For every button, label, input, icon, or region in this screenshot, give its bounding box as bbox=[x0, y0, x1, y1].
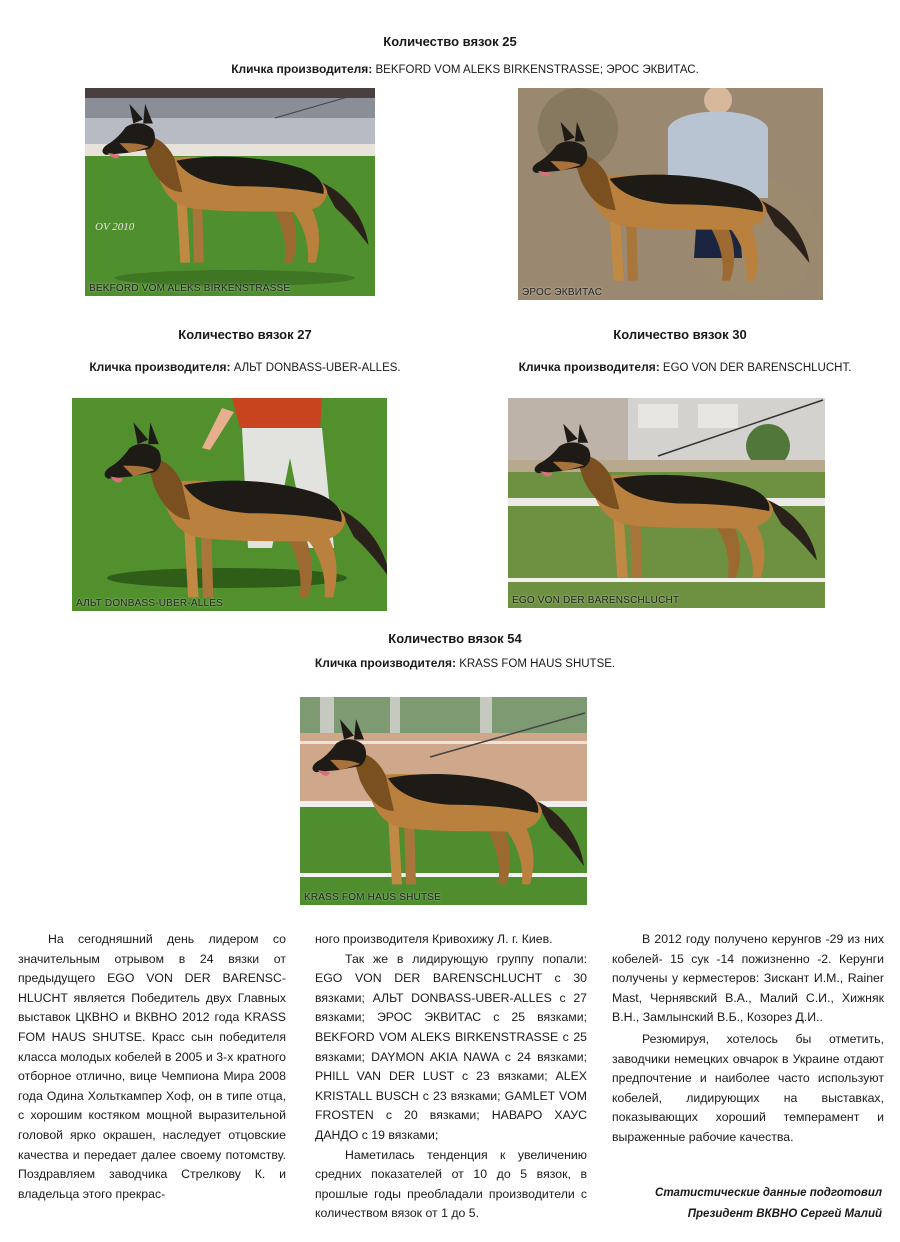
photo-ego bbox=[508, 398, 825, 608]
article-column-1 bbox=[18, 930, 286, 1204]
signature-line-1: Статистические данные подготовил bbox=[655, 1187, 882, 1199]
block-30-heading: Количество вязок 30 bbox=[613, 327, 747, 342]
photo-bekford-image bbox=[85, 88, 375, 296]
photo-ego-image bbox=[508, 398, 825, 608]
photo-ego-caption: EGO VON DER BARENSCHLUCHT bbox=[512, 595, 680, 606]
photo-bekford bbox=[85, 88, 375, 296]
article-col2-paragraph-2: Так же в лидирующую группу попали: EGO VON DER BARENSCHLUCHT с 30 вязками; АЛЬТ DONBASS-UBER-ALLES с 27 вязками; ЭРОС ЭКВИТАС с 25 вязками; BEKFORD VOM ALEKS BIRKENSTRASSE с 25 вязками; DAYMON AKIA NAWA с 24 вязками; PHILL VAN DER LUST с 23 вязками; ALEX KRISTALL BUSCH с 23 вязками; GAMLET VOM FROSTEN с 20 вязками; НАВАРО ХАУС ДАНДО с 19 вязками; bbox=[315, 951, 587, 1142]
photo-eros bbox=[518, 88, 823, 300]
photo-alt bbox=[72, 398, 387, 611]
photo-bekford-caption: BEKFORD VOM ALEKS BIRKENSTRASSE bbox=[89, 283, 291, 294]
block-54-sire-line: Кличка производителя: KRASS FOM HAUS SHUTSE. bbox=[314, 656, 616, 670]
signature-line-2: Президент ВКВНО Сергей Малий bbox=[687, 1208, 882, 1220]
photo-bekford-signature: OV 2010 bbox=[95, 221, 135, 233]
article-col2-paragraph-3: Наметилась тенденция к увеличению средних показателей от 10 до 5 вязок, в прошлые годы преобладали производители с количеством вязок от 1 до 5. bbox=[315, 1147, 587, 1221]
photo-krass bbox=[300, 697, 587, 905]
block-27-sire-line: Кличка производителя: АЛЬТ DONBASS-UBER-ALLES. bbox=[89, 360, 401, 374]
article-col3-paragraph-1: В 2012 году получено керунгов -29 из них кобелей- 15 сук -14 пожизненно -2. Керунги получены у керместеров: Зискант И.М., Rainer Mast, Чернявский В.А., Малий С.И., Хижняк В.Н., Замлынский В.Б., Козорез Д.И.. bbox=[612, 932, 884, 1025]
photo-krass-image bbox=[300, 697, 587, 905]
article-column-2 bbox=[315, 930, 587, 1224]
article-col1-paragraph: На сегодняшний день лидером со значительным отрывом в 24 вязки от предыдущего EGO VON DER BARENSC-HLUCHT является Победитель двух Главных выставок ЦКВНО и ВКВНО 2012 года KRASS FOM HAUS SHUTSE. Красс сын победителя класса молодых кобелей в 2005 и 3-х кратного отборное отлично, вице Чемпиона Мира 2008 года Одина Хольткампер Хоф, он в типе отца, с хорошим костяком мощной выразительной головой ярко окрашен, наследует отцовские качества и передает далее своему потомству. Поздравляем заводчика Стрелкову К. и владельца этого прекрас- bbox=[18, 932, 286, 1201]
block-25-sire-line: Кличка производителя: BEKFORD VOM ALEKS BIRKENSTRASSE; ЭРОС ЭКВИТАС. bbox=[231, 62, 699, 76]
photo-eros-image bbox=[518, 88, 823, 300]
block-25-heading: Количество вязок 25 bbox=[383, 34, 517, 49]
photo-alt-image bbox=[72, 398, 387, 611]
article-col2-paragraph-1: ного производителя Кривохижу Л. г. Киев. bbox=[315, 932, 553, 946]
block-54-heading: Количество вязок 54 bbox=[388, 631, 522, 646]
block-30-sire-line: Кличка производителя: EGO VON DER BARENSCHLUCHT. bbox=[518, 360, 852, 374]
article-column-3 bbox=[612, 930, 884, 1148]
article-col3-paragraph-2: Резюмируя, хотелось бы отметить, заводчики немецких овчарок в Украине отдают предпочтение и наиболее часто используют кобелей, лидирующих на выставках, показывающих хороший темперамент и выраженные рабочие качества. bbox=[612, 1031, 884, 1144]
photo-krass-caption: KRASS FOM HAUS SHUTSE bbox=[304, 892, 441, 903]
block-27-heading: Количество вязок 27 bbox=[178, 327, 312, 342]
photo-alt-caption: АЛЬТ DONBASS-UBER-ALLES bbox=[76, 598, 223, 609]
photo-eros-caption: ЭРОС ЭКВИТАС bbox=[522, 287, 603, 298]
